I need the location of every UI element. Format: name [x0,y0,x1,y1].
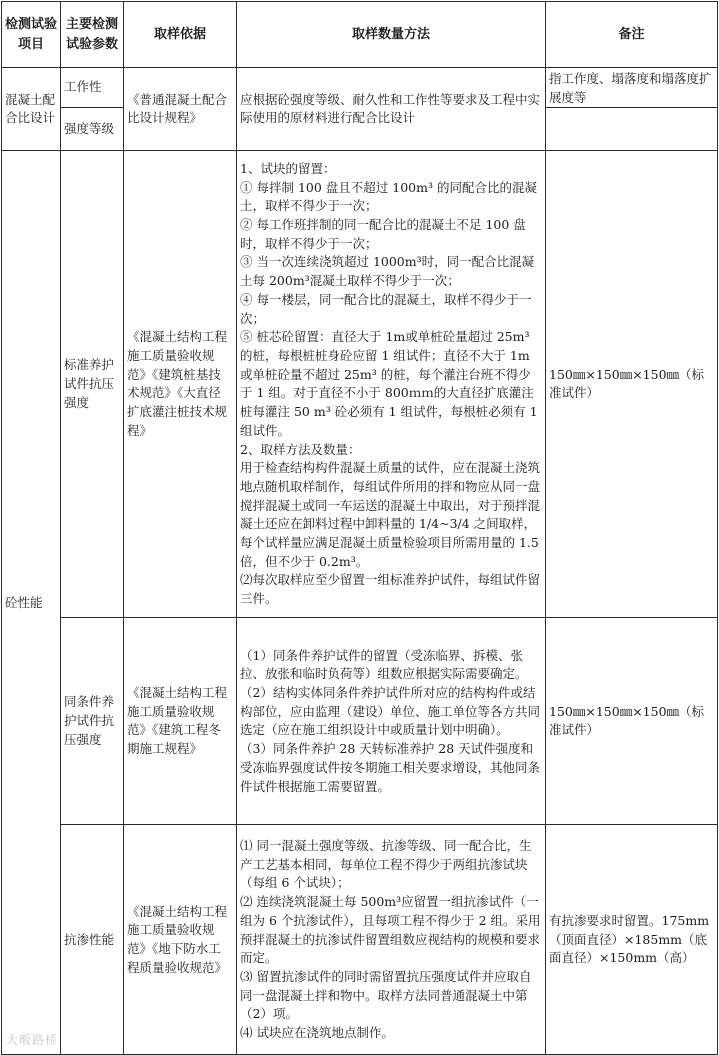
table-row [2,825,718,1055]
row-param: 抗渗性能 [61,825,124,1055]
sampling-table [1,1,718,1055]
row-note: 有抗渗要求时留置。175mm（顶面直径）×185mm（底面直径）×150mm（高） [546,825,718,1055]
mix-note-empty [546,108,718,151]
header-note: 备注 [546,2,718,68]
method-line: （1）同条件养护试件的留置（受冻临界、拆模、张拉、放张和临时负荷等）组数应根据实际需要确定。 [240,647,528,682]
method-line: 1、试块的留置： [240,160,336,176]
row-basis: 《混凝土结构工程施工质量验收规范》《建筑工程冬期施工规程》 [124,618,237,825]
header-param: 主要检测试验参数 [61,2,124,68]
mix-basis: 《普通混凝土配合比设计规程》 [124,68,237,151]
method-line: ⑵每次取样应至少留置一组标准养护试件，每组试件留三件。 [240,572,541,607]
header-row [2,2,718,68]
method-line: ⑵ 连续浇筑混凝土每 500m³应留置一组抗渗试件（一组为 6 个抗渗试件），且每项工程不得少于 2 组。采用预拌混凝土的抗渗试件留置组数应视结构的规模和要求而定。 [240,894,541,966]
mix-item: 混凝土配合比设计 [2,68,61,151]
concrete-item: 砼性能 [2,151,61,1055]
row-basis: 《混凝土结构工程施工质量验收规范》《建筑桩基技术规范》《大直径扩底灌注桩技术规程》 [124,151,237,618]
header-method: 取样数量方法 [237,2,546,68]
method-line: （2）结构实体同条件养护试件所对应的结构构件或结构部位，应由监理（建设）单位、施工单位等各方共同选定（应在施工组织设计中或质量计划中明确）。 [240,685,541,738]
row-method [237,151,546,618]
method-line: （3）同条件养护 28 天转标准养护 28 天试件强度和受冻临界强度试件按冬期施工相关要求增设，其他同条件试件根据施工需要留置。 [240,741,541,794]
method-line: ② 每工作班拌制的同一配合比的混凝土不足 100 盘时，取样不得少于一次； [240,217,526,251]
method-line: ③ 当一次连续浇筑超过 1000m³时，同一配合比混凝土每 200m³混凝土取样不得少于一次； [240,254,535,289]
row-basis: 《混凝土结构工程施工质量验收规范》《地下防水工程质量验收规范》 [124,825,237,1055]
method-line: ① 每拌制 100 盘且不超过 100m³ 的同配合比的混凝土，取样不得少于一次； [240,179,537,214]
mix-param-strength: 强度等级 [61,108,124,151]
mix-method: 应根据砼强度等级、耐久性和工作性等要求及工程中实际使用的原材料进行配合比设计 [237,68,546,151]
row-note: 150㎜×150㎜×150㎜（标准试件） [546,151,718,618]
mix-param-workability: 工作性 [61,68,124,108]
method-line: ④ 每一楼层，同一配合比的混凝土，取样不得少于一次； [240,291,532,326]
header-item: 检测试验项目 [2,2,61,68]
table-row [2,151,718,618]
mix-note: 指工作度、塌落度和塌落度扩展度等 [546,68,718,108]
watermark-logo: 大畈路桥 [6,1033,59,1047]
method-line: 用于检查结构构件混凝土质量的试件，应在混凝土浇筑地点随机取样制作，每组试件所用的拌和物应从同一盘搅拌混凝土或同一车运送的混凝土中取出，对于预拌混凝土还应在卸料过程中卸料量的 1/4~3/4 之间取样，每个试样量应满足混凝土质量检验项目所需用量的 1.5 倍，但不少于 0.2m³。 [240,460,541,569]
method-line: ⑷ 试块应在浇筑地点制作。 [240,1025,394,1041]
row-param: 同条件养护试件抗压强度 [61,618,124,825]
row-note: 150㎜×150㎜×150㎜（标准试件） [546,618,718,825]
table-row [2,68,718,108]
method-line: ⑤ 桩芯砼留置：直径大于 1m或单桩砼量超过 25m³ 的桩，每根桩桩身砼应留 1 组试件；直径不大于 1m或单桩砼量不超过 25m³ 的桩，每个灌注台班不得少于 1 组。对于直径不小于 800ｍｍ的大直径扩底灌注桩每灌注 50 m³ 砼必须有 1 组试件，每根桩必须有 1 组试件。 [240,329,538,438]
method-line: ⑴ 同一混凝土强度等级、抗渗等级、同一配合比，生产工艺基本相同，每单位工程不得少于两组抗渗试块（每组 6 个试块）； [240,838,532,891]
table-row [2,618,718,825]
header-basis: 取样依据 [124,2,237,68]
method-line: 2、取样方法及数量： [240,441,361,457]
row-method [237,618,546,825]
row-method [237,825,546,1055]
row-param: 标准养护试件抗压强度 [61,151,124,618]
method-line: ⑶ 留置抗渗试件的同时需留置抗压强度试件并应取自同一盘混凝土拌和物中。取样方法同普通混凝土中第（2）项。 [240,968,532,1022]
